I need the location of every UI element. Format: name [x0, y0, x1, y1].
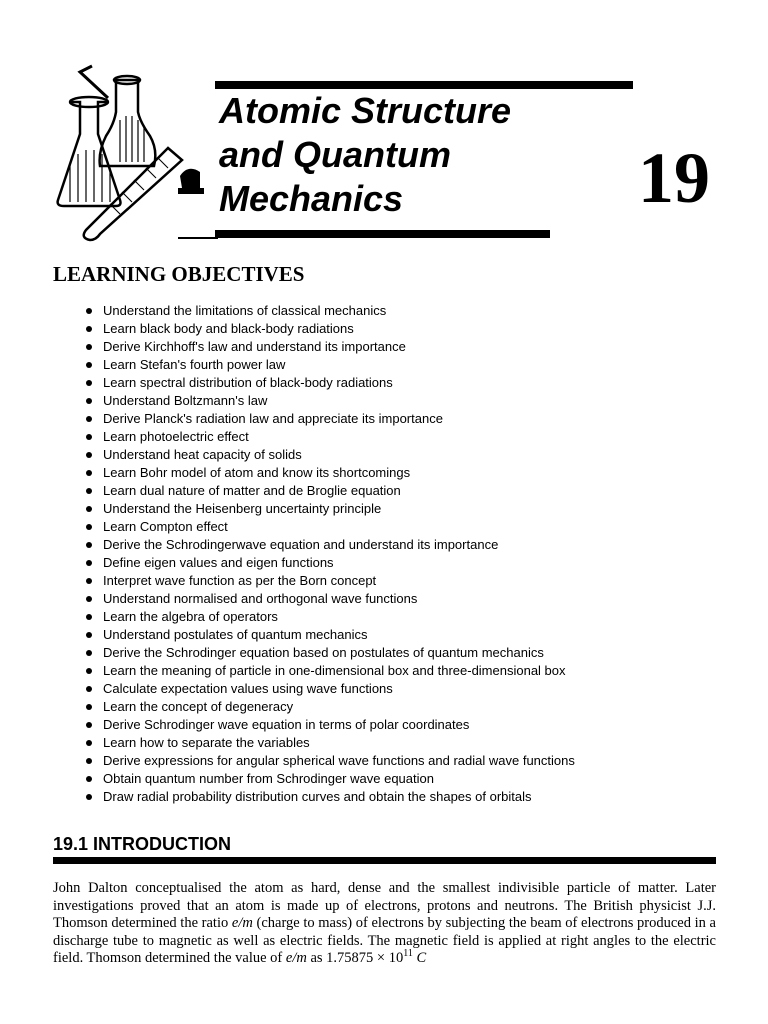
- list-item: Obtain quantum number from Schrodinger wave equation: [82, 770, 575, 788]
- list-item: Learn the concept of degeneracy: [82, 698, 575, 716]
- list-item: Derive the Schrodinger equation based on postulates of quantum mechanics: [82, 644, 575, 662]
- section-heading: 19.1 INTRODUCTION: [53, 834, 232, 854]
- list-item: Understand heat capacity of solids: [82, 446, 575, 464]
- list-item: Understand postulates of quantum mechanics: [82, 626, 575, 644]
- list-item: Understand normalised and orthogonal wave functions: [82, 590, 575, 608]
- header-rule-thin: [178, 237, 218, 239]
- list-item: Learn the algebra of operators: [82, 608, 575, 626]
- intro-text: as 1.75875 × 10: [306, 950, 404, 967]
- lab-glassware-icon: [50, 64, 222, 242]
- intro-em: e/m: [231, 915, 253, 932]
- header-rule-bottom: [215, 230, 550, 238]
- list-item: Define eigen values and eigen functions: [82, 554, 575, 572]
- intro-text: (charge to mass) of electrons by subjecting the beam of electrons produced in a discharge tube to magnetic as well as electric fields. The magnetic field is applied at right angles to the electric field. Thomson determined the value of: [53, 915, 716, 967]
- list-item: Understand the Heisenberg uncertainty principle: [82, 500, 575, 518]
- list-item: Learn Compton effect: [82, 518, 575, 536]
- list-item: Learn photoelectric effect: [82, 428, 575, 446]
- list-item: Understand the limitations of classical mechanics: [82, 302, 575, 320]
- list-item: Understand Boltzmann's law: [82, 392, 575, 410]
- learning-objectives-heading: LEARNING OBJECTIVES: [53, 262, 305, 286]
- section-rule: [53, 857, 716, 864]
- list-item: Learn black body and black-body radiations: [82, 320, 575, 338]
- list-item: Learn dual nature of matter and de Broglie equation: [82, 482, 575, 500]
- list-item: Learn how to separate the variables: [82, 734, 575, 752]
- header-rule-top: [215, 81, 633, 89]
- list-item: Learn the meaning of particle in one-dimensional box and three-dimensional box: [82, 662, 575, 680]
- learning-objectives-list: [82, 302, 575, 806]
- list-item: Learn spectral distribution of black-body radiations: [82, 374, 575, 392]
- list-item: Derive the Schrodingerwave equation and understand its importance: [82, 536, 575, 554]
- intro-em: e/m: [285, 950, 307, 967]
- list-item: Learn Stefan's fourth power law: [82, 356, 575, 374]
- list-item: Calculate expectation values using wave functions: [82, 680, 575, 698]
- list-item: Draw radial probability distribution curves and obtain the shapes of orbitals: [82, 788, 575, 806]
- list-item: Learn Bohr model of atom and know its shortcomings: [82, 464, 575, 482]
- chapter-title: Atomic Structure and Quantum Mechanics: [219, 90, 512, 219]
- list-item: Derive Kirchhoff's law and understand its importance: [82, 338, 575, 356]
- list-item: Derive Schrodinger wave equation in terms of polar coordinates: [82, 716, 575, 734]
- list-item: Derive expressions for angular spherical wave functions and radial wave functions: [82, 752, 575, 770]
- chapter-number: 19: [638, 138, 710, 218]
- intro-unit: C: [416, 950, 427, 967]
- intro-paragraph: [53, 880, 716, 968]
- intro-exponent: 11: [403, 948, 413, 960]
- list-item: Derive Planck's radiation law and appreciate its importance: [82, 410, 575, 428]
- intro-text: John Dalton conceptualised the atom as hard, dense and the smallest indivisible particle of matter. Later investigations proved that an atom is made up of electrons, protons and neutrons. The British physicist J.J. Thomson determined the ratio: [53, 880, 716, 932]
- list-item: Interpret wave function as per the Born concept: [82, 572, 575, 590]
